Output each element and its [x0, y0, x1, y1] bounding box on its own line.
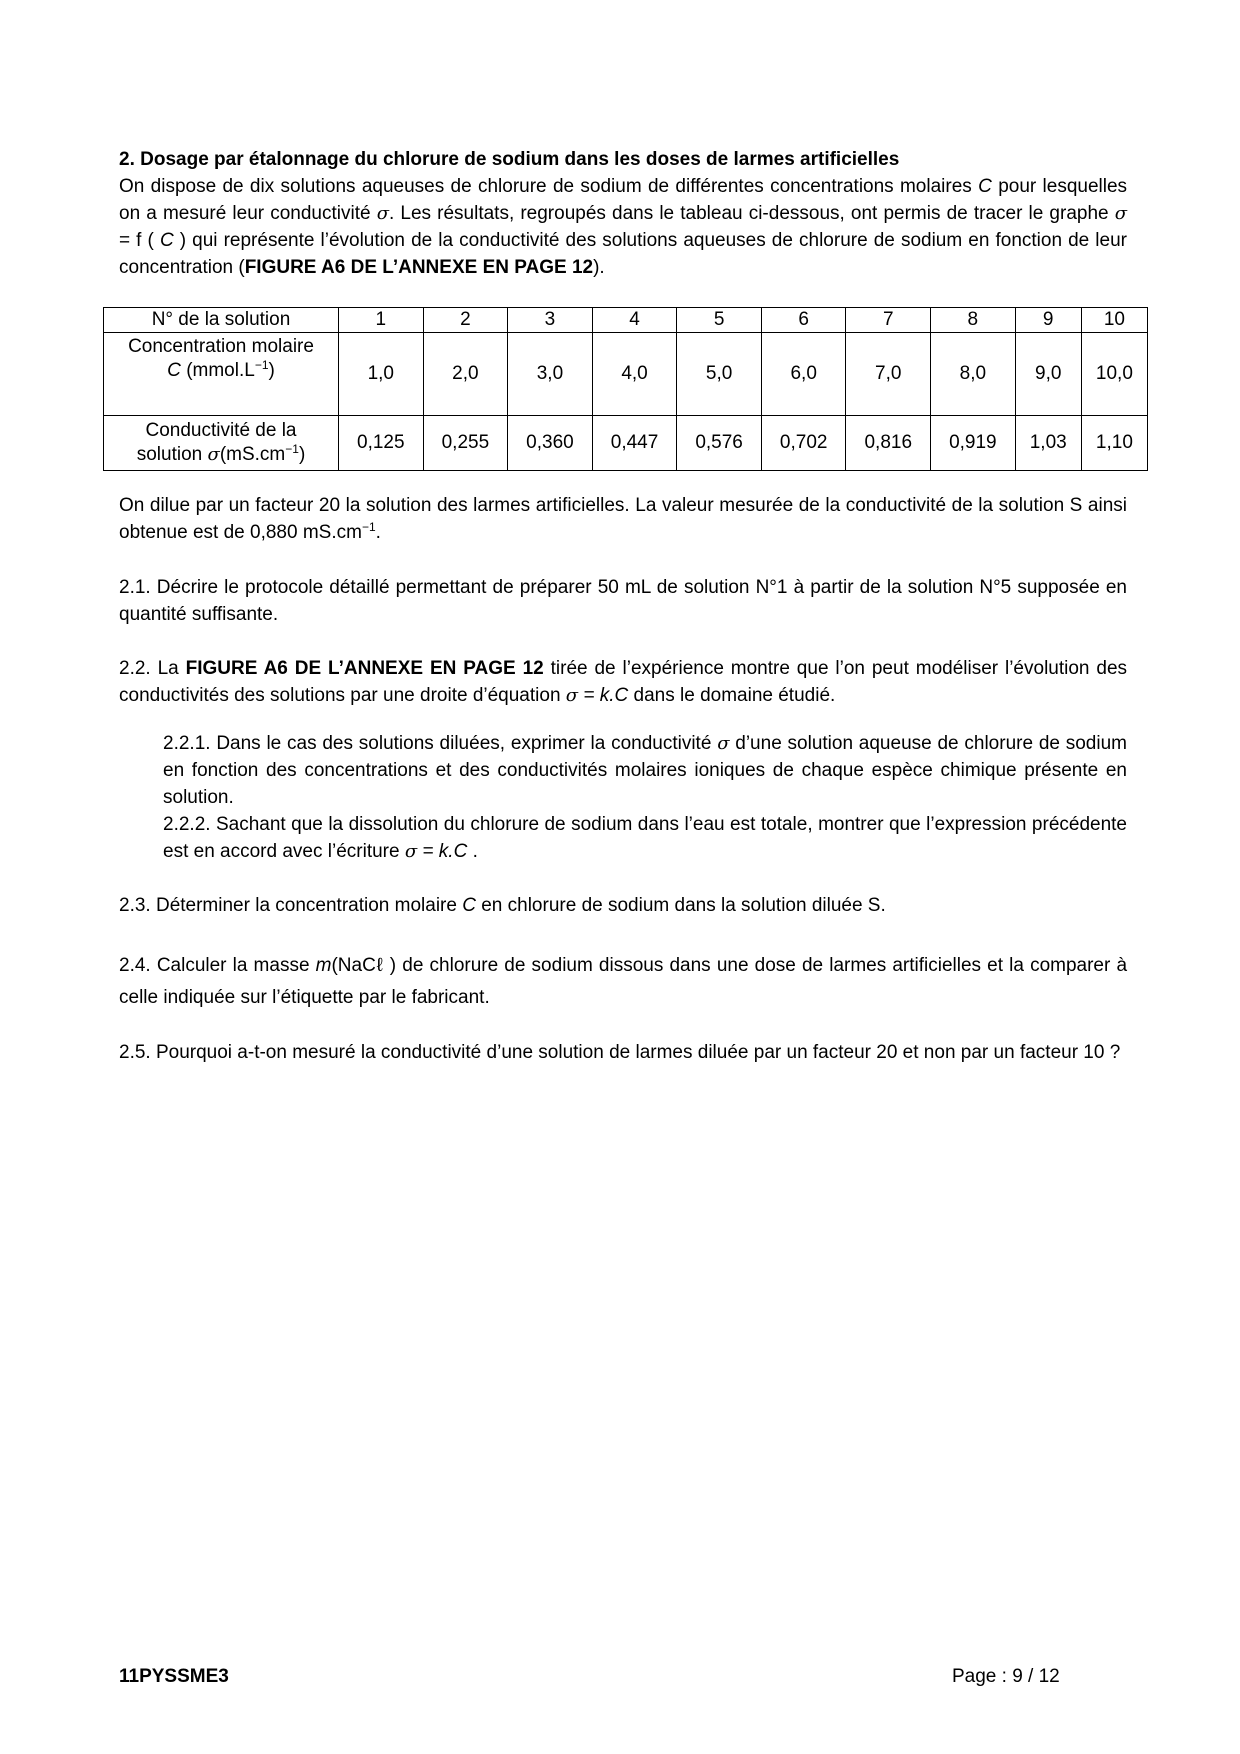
footer-exam-code: 11PYSSME3	[119, 1666, 229, 1687]
table-cell: 4	[592, 308, 677, 333]
question-2-3: 2.3. Déterminer la concentration molaire C en chlorure de sodium dans la solution diluée S.	[119, 895, 886, 916]
table-cell: 0,125	[339, 416, 424, 471]
results-table	[103, 307, 1148, 471]
table-cell: 0,919	[931, 416, 1016, 471]
table-cell: 9	[1015, 308, 1081, 333]
table-cell: 1,03	[1015, 416, 1081, 471]
figure-reference: FIGURE A6 DE L’ANNEXE EN PAGE 12	[185, 658, 544, 679]
section-intro	[119, 146, 1127, 281]
table-header-conductivity: Conductivité de la solution $\sigma(mS.cm^{-1})$	[104, 416, 339, 471]
sigma-symbol: σ	[376, 203, 389, 224]
dilution-paragraph: On dilue par un facteur 20 la solution des larmes artificielles. La valeur mesurée de la conductivité de la solution S ainsi obtenue est de 0,880 $mS.cm^{-1}$.	[119, 495, 1127, 543]
table-cell: 4,0	[592, 333, 677, 416]
table-cell: 1,10	[1081, 416, 1147, 471]
table-cell: 0,255	[423, 416, 508, 471]
sigma-symbol: σ	[717, 733, 730, 754]
sigma-symbol: σ	[207, 444, 220, 465]
table-cell: 2,0	[423, 333, 508, 416]
figure-reference: FIGURE A6 DE L’ANNEXE EN PAGE 12	[244, 257, 594, 278]
table-cell: 10	[1081, 308, 1147, 333]
question-2-4: 2.4. Calculer la masse m(NaCℓ ) de chlorure de sodium dissous dans une dose de larmes artificielles et la comparer à celle indiquée sur l’étiquette par le fabricant.	[119, 955, 1128, 1008]
table-cell: 6	[761, 308, 846, 333]
table-header-number: N° de la solution	[104, 308, 339, 333]
table-cell: 0,360	[508, 416, 593, 471]
table-cell: 10,0	[1081, 333, 1147, 416]
table-row-numbers	[104, 308, 1148, 333]
question-2-2-2: 2.2.2. Sachant que la dissolution du chlorure de sodium dans l’eau est totale, montrer que l’expression précédente est en accord avec l’écriture σ = k.C .	[163, 814, 1127, 862]
table-cell: 0,816	[846, 416, 931, 471]
table-row-concentration	[104, 333, 1148, 416]
table-header-concentration: Concentration molaire C $(mmol.L^{-1})$	[104, 333, 339, 416]
question-2-1: 2.1. Décrire le protocole détaillé permettant de préparer 50 mL de solution N°1 à partir de la solution N°5 supposée en quantité suffisante.	[119, 577, 1127, 625]
table-cell: 0,576	[677, 416, 762, 471]
sigma-symbol: σ	[1114, 203, 1128, 224]
intro-paragraph: On dispose de dix solutions aqueuses de chlorure de sodium de différentes concentrations molaires C pour lesquelles on a mesuré leur conductivité σ. Les résultats, regroupés dans le tableau ci-dessous, ont permis de tracer le graphe σ = f ( C ) qui représente l’évolution de la conductivité des solutions aqueuses de chlorure de sodium en fonction de leur concentration (FIGURE A6 DE L’ANNEXE EN PAGE 12).	[119, 176, 1128, 278]
table-cell: 6,0	[761, 333, 846, 416]
table-cell: 3	[508, 308, 593, 333]
table-row-conductivity	[104, 416, 1148, 471]
table-cell: 1,0	[339, 333, 424, 416]
table-cell: 7,0	[846, 333, 931, 416]
question-2-2-1: 2.2.1. Dans le cas des solutions diluées, exprimer la conductivité σ d’une solution aqueuse de chlorure de sodium en fonction des concentrations et des conductivités molaires ioniques de chaque espèce chimique présente en solution.	[163, 733, 1127, 808]
table-cell: 8,0	[931, 333, 1016, 416]
table-cell: 2	[423, 308, 508, 333]
footer-page-number: Page : 9 / 12	[952, 1666, 1060, 1687]
table-cell: 9,0	[1015, 333, 1081, 416]
table-cell: 7	[846, 308, 931, 333]
table-cell: 1	[339, 308, 424, 333]
section-title: 2. Dosage par étalonnage du chlorure de sodium dans les doses de larmes artificielles	[119, 149, 900, 170]
table-cell: 3,0	[508, 333, 593, 416]
question-2-5: 2.5. Pourquoi a-t-on mesuré la conductivité d’une solution de larmes diluée par un facteur 20 et non par un facteur 10 ?	[119, 1042, 1121, 1063]
table-cell: 0,447	[592, 416, 677, 471]
table-cell: 5,0	[677, 333, 762, 416]
question-2-2: 2.2. La FIGURE A6 DE L’ANNEXE EN PAGE 12 tirée de l’expérience montre que l’on peut modéliser l’évolution des conductivités des solutions par une droite d’équation σ = k.C dans le domaine étudié.	[119, 658, 1128, 706]
sigma-symbol: σ	[404, 841, 418, 862]
table-cell: 0,702	[761, 416, 846, 471]
sigma-symbol: σ	[565, 685, 579, 706]
table-cell: 5	[677, 308, 762, 333]
table-cell: 8	[931, 308, 1016, 333]
